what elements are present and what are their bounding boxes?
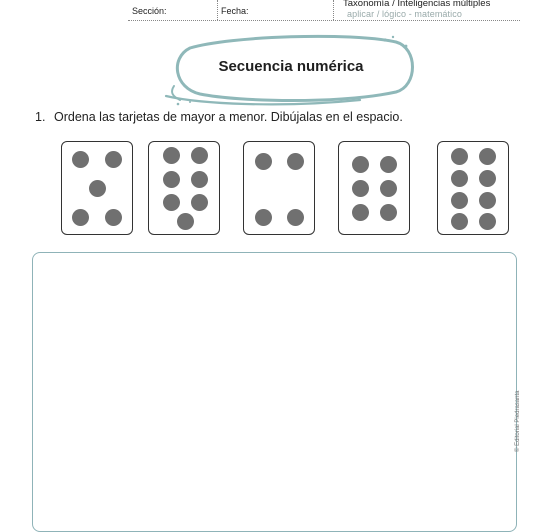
page-title: Secuencia numérica xyxy=(218,58,364,75)
drawing-area[interactable] xyxy=(32,252,517,532)
dot xyxy=(352,156,369,173)
dot-card-four xyxy=(243,141,315,235)
header-separator xyxy=(217,0,218,20)
dot xyxy=(255,209,272,226)
dot xyxy=(163,194,180,211)
dot xyxy=(479,213,496,230)
dot xyxy=(105,151,122,168)
dot xyxy=(451,170,468,187)
dot xyxy=(451,148,468,165)
dot xyxy=(163,147,180,164)
dot xyxy=(380,204,397,221)
taxonomy-subtitle: aplicar / lógico - matemático xyxy=(347,9,462,19)
dot xyxy=(72,151,89,168)
banner-splash xyxy=(392,36,394,38)
dot xyxy=(255,153,272,170)
section-label: Sección: xyxy=(132,6,167,16)
dot xyxy=(479,170,496,187)
dot xyxy=(105,209,122,226)
exercise-text: Ordena las tarjetas de mayor a menor. Dibújalas en el espacio. xyxy=(54,110,403,124)
dot-card-eight xyxy=(437,141,509,235)
header-separator xyxy=(333,0,334,20)
banner-splash xyxy=(383,38,386,41)
dot xyxy=(163,171,180,188)
banner-splash xyxy=(177,103,180,106)
banner-splash xyxy=(405,45,408,48)
dot xyxy=(352,204,369,221)
dot xyxy=(177,213,194,230)
dot xyxy=(191,194,208,211)
dot xyxy=(352,180,369,197)
dot xyxy=(479,148,496,165)
dot xyxy=(451,213,468,230)
dot xyxy=(287,153,304,170)
dot xyxy=(380,180,397,197)
dot xyxy=(479,192,496,209)
date-label: Fecha: xyxy=(221,6,249,16)
dot-card-seven xyxy=(148,141,220,235)
dot xyxy=(380,156,397,173)
dot xyxy=(72,209,89,226)
taxonomy-title: Taxonomía / Inteligencias múltiples xyxy=(343,0,491,9)
dot xyxy=(451,192,468,209)
dot-card-five xyxy=(61,141,133,235)
exercise-instruction xyxy=(35,110,403,124)
banner-splash xyxy=(189,101,191,103)
dot xyxy=(89,180,106,197)
dot xyxy=(287,209,304,226)
publisher-credit: © Editorial Piedrasanta xyxy=(515,390,521,452)
exercise-number: 1. xyxy=(35,110,46,124)
dot xyxy=(191,147,208,164)
dot-card-six xyxy=(338,141,410,235)
header-underline xyxy=(128,20,520,21)
dot xyxy=(191,171,208,188)
